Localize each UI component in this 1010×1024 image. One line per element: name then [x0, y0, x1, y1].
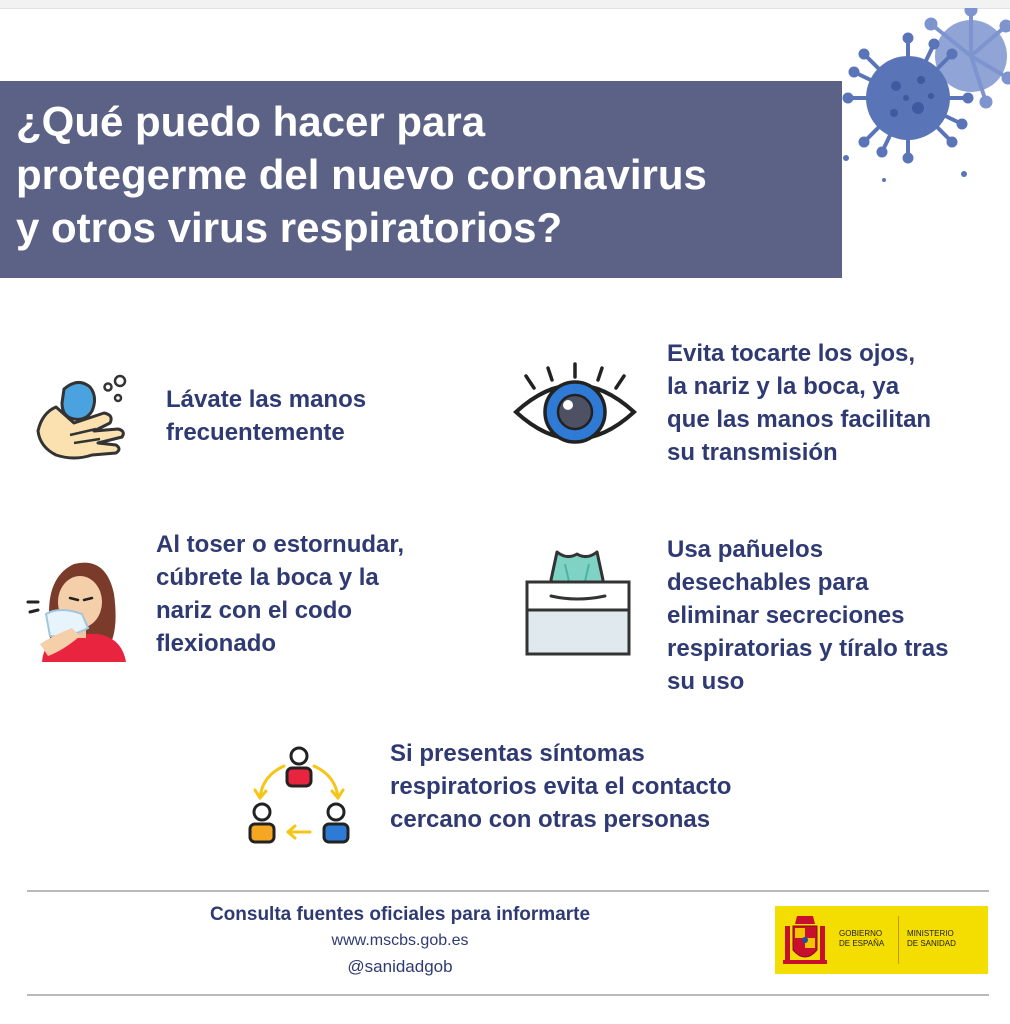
- tip-line: Usa pañuelos: [667, 536, 824, 563]
- people-distance-icon: [244, 746, 354, 850]
- tip-line: eliminar secreciones: [667, 602, 905, 629]
- tip-line: cercano con otras personas: [390, 806, 711, 833]
- coronavirus-icon: [836, 8, 1010, 183]
- footer-title: Consulta fuentes oficiales para informarte: [209, 904, 591, 925]
- tip-line: cúbrete la boca y la: [156, 564, 379, 591]
- coat-of-arms-icon: [783, 912, 827, 968]
- hand-washing-icon: [34, 373, 130, 465]
- tissue-box-icon: [521, 550, 635, 658]
- logo-text-ministerio: [907, 929, 956, 949]
- eye-icon: [512, 362, 638, 450]
- tip-line: Al toser o estornudar,: [156, 531, 405, 558]
- sneezing-person-icon: [26, 558, 128, 662]
- tip-line: nariz con el codo: [156, 597, 353, 624]
- tip-line: frecuentemente: [166, 419, 345, 446]
- tip-wash-hands: [166, 383, 366, 449]
- logo-line: DE SANIDAD: [907, 939, 956, 948]
- tip-avoid-touching-face: [667, 337, 931, 469]
- footer-divider-top: [27, 890, 989, 892]
- tip-line: respiratorios evita el contacto: [390, 773, 732, 800]
- logo-separator: [898, 916, 899, 964]
- tip-line: Si presentas síntomas: [390, 740, 645, 767]
- tip-line: flexionado: [156, 630, 277, 657]
- logo-line: DE ESPAÑA: [839, 939, 885, 948]
- tip-line: Evita tocarte los ojos,: [667, 340, 916, 367]
- government-logo: [775, 906, 988, 974]
- footer-handle[interactable]: @sanidadgob: [347, 957, 453, 976]
- tip-line: su uso: [667, 668, 745, 695]
- tip-avoid-contact: [390, 737, 731, 836]
- title-line-1: ¿Qué puedo hacer para: [16, 98, 486, 145]
- logo-line: MINISTERIO: [907, 929, 954, 938]
- tip-line: desechables para: [667, 569, 869, 596]
- title-line-3: y otros virus respiratorios?: [16, 204, 563, 251]
- tip-line: respiratorias y tíralo tras: [667, 635, 949, 662]
- footer-divider-bottom: [27, 994, 989, 996]
- tip-cover-cough: [156, 528, 404, 660]
- tip-line: su transmisión: [667, 439, 838, 466]
- footer-url[interactable]: www.mscbs.gob.es: [331, 932, 469, 949]
- tip-line: Lávate las manos: [166, 386, 367, 413]
- tip-use-tissues: [667, 533, 948, 698]
- title-banner: [0, 81, 842, 278]
- tip-line: que las manos facilitan: [667, 406, 932, 433]
- logo-line: GOBIERNO: [839, 929, 883, 938]
- title-line-2: protegerme del nuevo coronavirus: [16, 151, 707, 198]
- logo-text-gobierno: [839, 929, 884, 949]
- tip-line: la nariz y la boca, ya: [667, 373, 900, 400]
